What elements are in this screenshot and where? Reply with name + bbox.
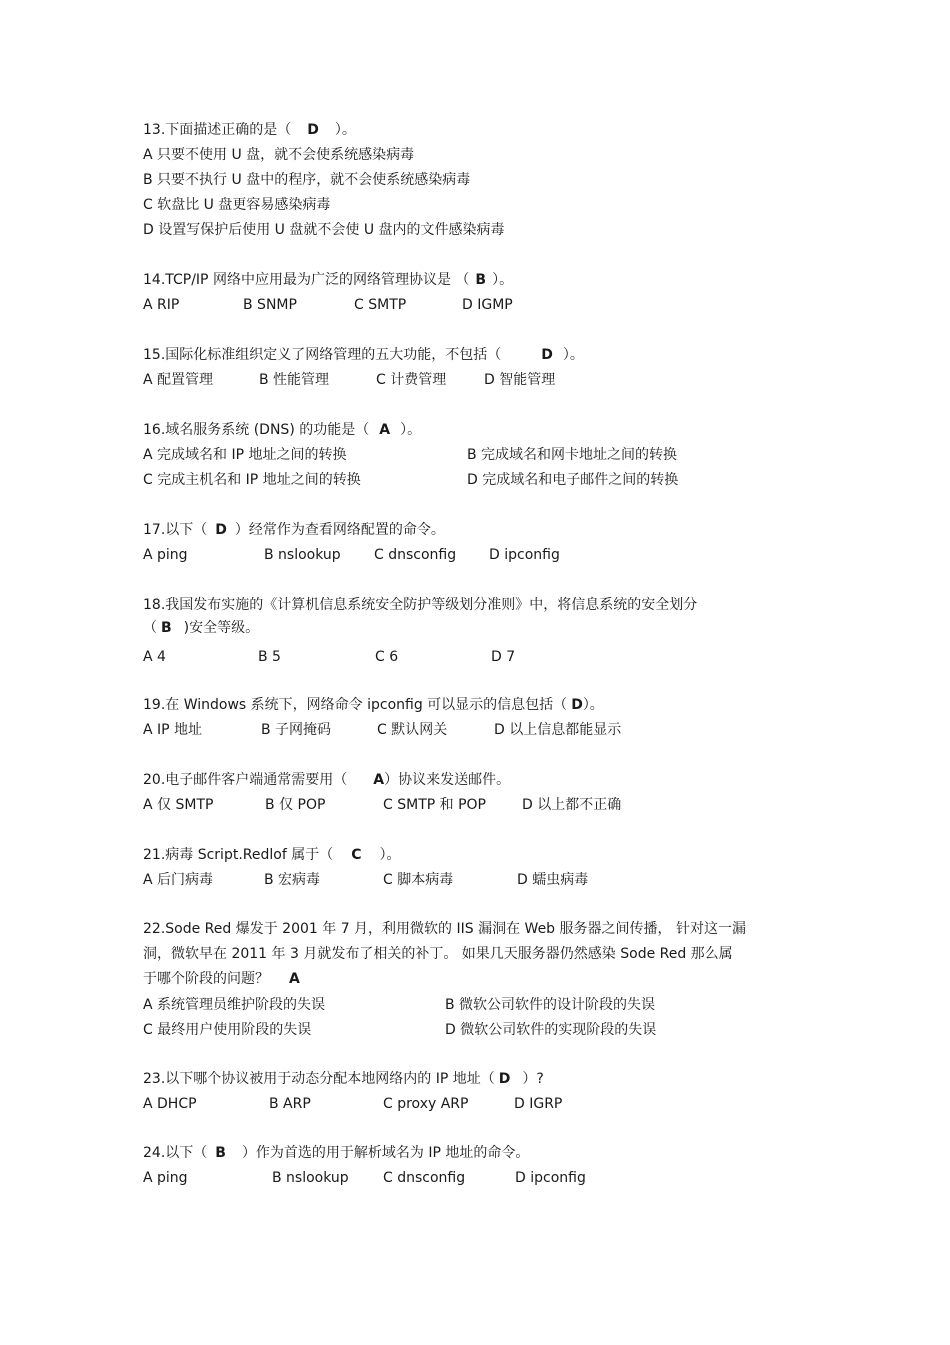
option: D IGRP [514,1096,563,1112]
option-row [143,368,823,393]
option: B 只要不执行 U 盘中的程序，就不会使系统感染病毒 [143,172,471,188]
option: B 仅 POP [265,797,326,813]
question-21 [143,843,823,893]
option-row [143,1018,823,1043]
option-row [143,443,823,468]
question-24 [143,1141,823,1191]
option: D 微软公司软件的实现阶段的失误 [445,1022,657,1038]
question-stem: 15.国际化标准组织定义了网络管理的五大功能，不包括（ D ）。 [143,347,584,363]
question-stem: 16.域名服务系统 (DNS) 的功能是（ A ）。 [143,422,422,438]
option: A ping [143,547,188,563]
answer: D [215,522,227,538]
question-stem: 21.病毒 Script.Redlof 属于（ C ）。 [143,847,401,863]
option: A DHCP [143,1096,197,1112]
option: C 6 [375,649,399,665]
option: C 计费管理 [376,372,447,388]
question-stem: 20.电子邮件客户端通常需要用（ A）协议来发送邮件。 [143,772,511,788]
option: C SMTP 和 POP [383,797,486,813]
answer: D [571,697,583,713]
answer: C [351,847,362,863]
option: B 微软公司软件的设计阶段的失误 [445,997,656,1013]
question-16 [143,418,823,493]
option-row [143,543,823,568]
option: D 完成域名和电子邮件之间的转换 [467,472,679,488]
answer: D [541,347,553,363]
option: A ping [143,1170,188,1186]
option: C 最终用户使用阶段的失误 [143,1022,312,1038]
option-row [143,293,823,318]
question-19 [143,693,823,743]
option: B SNMP [243,297,297,313]
option-row [143,1092,823,1117]
option: D ipconfig [515,1170,586,1186]
option: B 宏病毒 [264,872,321,888]
question-stem: 17.以下（ D ）经常作为查看网络配置的命令。 [143,522,445,538]
option-row [143,793,823,818]
option: D 智能管理 [484,372,556,388]
option: A 4 [143,649,166,665]
question-22 [143,917,823,1043]
question-stem: 22.Sode Red 爆发于 2001 年 7 月，利用微软的 IIS 漏洞在 Web 服务器之间传播， 针对这一漏 [143,921,746,937]
option-row [143,468,823,493]
question-23 [143,1067,823,1117]
option: A 系统管理员维护阶段的失误 [143,997,326,1013]
option: B 完成域名和网卡地址之间的转换 [467,447,678,463]
option: D 设置写保护后使用 U 盘就不会使 U 盘内的文件感染病毒 [143,222,505,238]
answer: B [215,1145,226,1161]
answer: A [379,422,391,438]
question-stem: 19.在 Windows 系统下，网络命令 ipconfig 可以显示的信息包括（ D）。 [143,697,604,713]
option: B nslookup [264,547,341,563]
question-13 [143,118,823,243]
question-stem-continued: 于哪个阶段的问题？ A [143,971,300,987]
question-stem: 18.我国发布实施的《计算机信息系统安全防护等级划分准则》中，将信息系统的安全划分 [143,597,698,613]
question-stem: 23.以下哪个协议被用于动态分配本地网络内的 IP 地址（ D ）? [143,1071,544,1087]
option: A 配置管理 [143,372,214,388]
option: B nslookup [272,1170,349,1186]
option: A 完成域名和 IP 地址之间的转换 [143,447,347,463]
option: A RIP [143,297,180,313]
answer: B [475,272,487,288]
option: C dnsconfig [374,547,457,563]
option: D 以上信息都能显示 [494,722,622,738]
option: C proxy ARP [383,1096,469,1112]
answer: B [161,620,172,636]
question-stem-continued: （ B )安全等级。 [143,620,260,636]
option: D IGMP [462,297,513,313]
option: A 只要不使用 U 盘，就不会使系统感染病毒 [143,147,415,163]
option: D 蠕虫病毒 [517,872,589,888]
question-stem: 14.TCP/IP 网络中应用最为广泛的网络管理协议是 （ B ）。 [143,272,514,288]
question-17 [143,518,823,568]
option: C SMTP [354,297,407,313]
option: C 脚本病毒 [383,872,454,888]
option: A IP 地址 [143,722,203,738]
question-stem: 24.以下（ B ）作为首选的用于解析域名为 IP 地址的命令。 [143,1145,530,1161]
answer: A [289,971,300,987]
question-15 [143,343,823,393]
option: A 后门病毒 [143,872,214,888]
question-stem-continued: 洞，微软早在 2011 年 3 月就发布了相关的补丁。 如果几天服务器仍然感染 Sode Red 那么属 [143,946,733,962]
question-18 [143,593,823,670]
option: D 以上都不正确 [522,797,622,813]
answer: D [307,122,319,138]
option-row [143,645,823,670]
question-14 [143,268,823,318]
option: C 软盘比 U 盘更容易感染病毒 [143,197,331,213]
option-row [143,718,823,743]
option: B ARP [269,1096,311,1112]
option: B 性能管理 [259,372,330,388]
option: D 7 [491,649,516,665]
option: A 仅 SMTP [143,797,214,813]
answer: A [373,772,385,788]
option-row [143,993,823,1018]
option-row [143,1166,823,1191]
option: D ipconfig [489,547,560,563]
question-stem: 13.下面描述正确的是（ D ）。 [143,122,356,138]
option: C dnsconfig [383,1170,466,1186]
question-20 [143,768,823,818]
answer: D [498,1071,511,1087]
option: B 子网掩码 [261,722,332,738]
option: B 5 [258,649,281,665]
option-row [143,868,823,893]
option: C 默认网关 [377,722,448,738]
option: C 完成主机名和 IP 地址之间的转换 [143,472,361,488]
